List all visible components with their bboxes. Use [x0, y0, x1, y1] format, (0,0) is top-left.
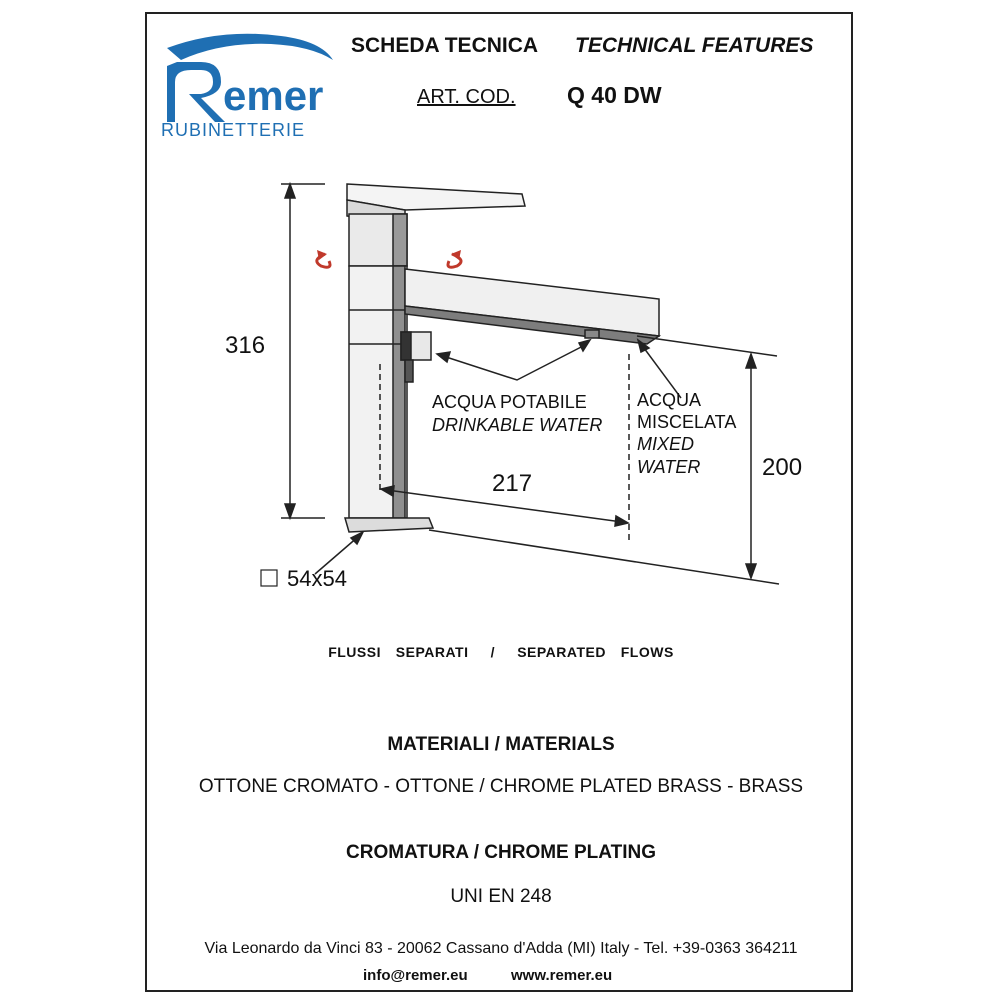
mixed-label-en-2: WATER: [637, 457, 701, 477]
mixed-label-en-1: MIXED: [637, 434, 695, 454]
title-english: TECHNICAL FEATURES: [575, 34, 814, 57]
technical-sheet: [145, 12, 853, 992]
materials-text: OTTONE CROMATO - OTTONE / CHROME PLATED BRASS - BRASS: [198, 776, 804, 797]
base-dim-label: 54x54: [287, 566, 347, 591]
mixed-label-it-2: MISCELATA: [637, 412, 737, 432]
drinkable-label-it: ACQUA POTABILE: [432, 392, 587, 412]
rotation-arrow-left-icon: [317, 250, 330, 267]
plating-title: CROMATURA / CHROME PLATING: [346, 842, 656, 863]
flows-text: FLUSSI SEPARATI / SEPARATED FLOWS: [328, 644, 674, 660]
spout-height-dimension: [429, 336, 779, 584]
title-italian: SCHEDA TECNICA: [351, 34, 539, 57]
mixed-label-it-1: ACQUA: [637, 390, 702, 410]
height-dimension: [281, 184, 325, 518]
drinkable-label-en: DRINKABLE WATER: [432, 415, 603, 435]
plating-text: UNI EN 248: [450, 886, 552, 907]
art-code-value: Q 40 DW: [567, 82, 662, 108]
faucet-drawing: [147, 14, 855, 634]
rotation-arrow-right-icon: [448, 250, 461, 267]
height-dim-label: 316: [225, 332, 266, 359]
art-code-label: ART. COD.: [417, 86, 516, 108]
brand-subtitle: RUBINETTERIE: [161, 120, 306, 140]
materials-title: MATERIALI / MATERIALS: [387, 734, 615, 755]
footer-website[interactable]: www.remer.eu: [511, 967, 613, 984]
footer-email[interactable]: info@remer.eu: [363, 967, 468, 984]
reach-dimension: [380, 354, 629, 540]
reach-dim-label: 217: [492, 470, 533, 497]
svg-text:emer: emer: [223, 72, 324, 119]
square-symbol-icon: [261, 570, 277, 586]
footer-address: Via Leonardo da Vinci 83 - 20062 Cassano d'Adda (MI) Italy - Tel. +39-0363 364211: [204, 940, 798, 957]
spout-height-dim-label: 200: [762, 454, 803, 481]
